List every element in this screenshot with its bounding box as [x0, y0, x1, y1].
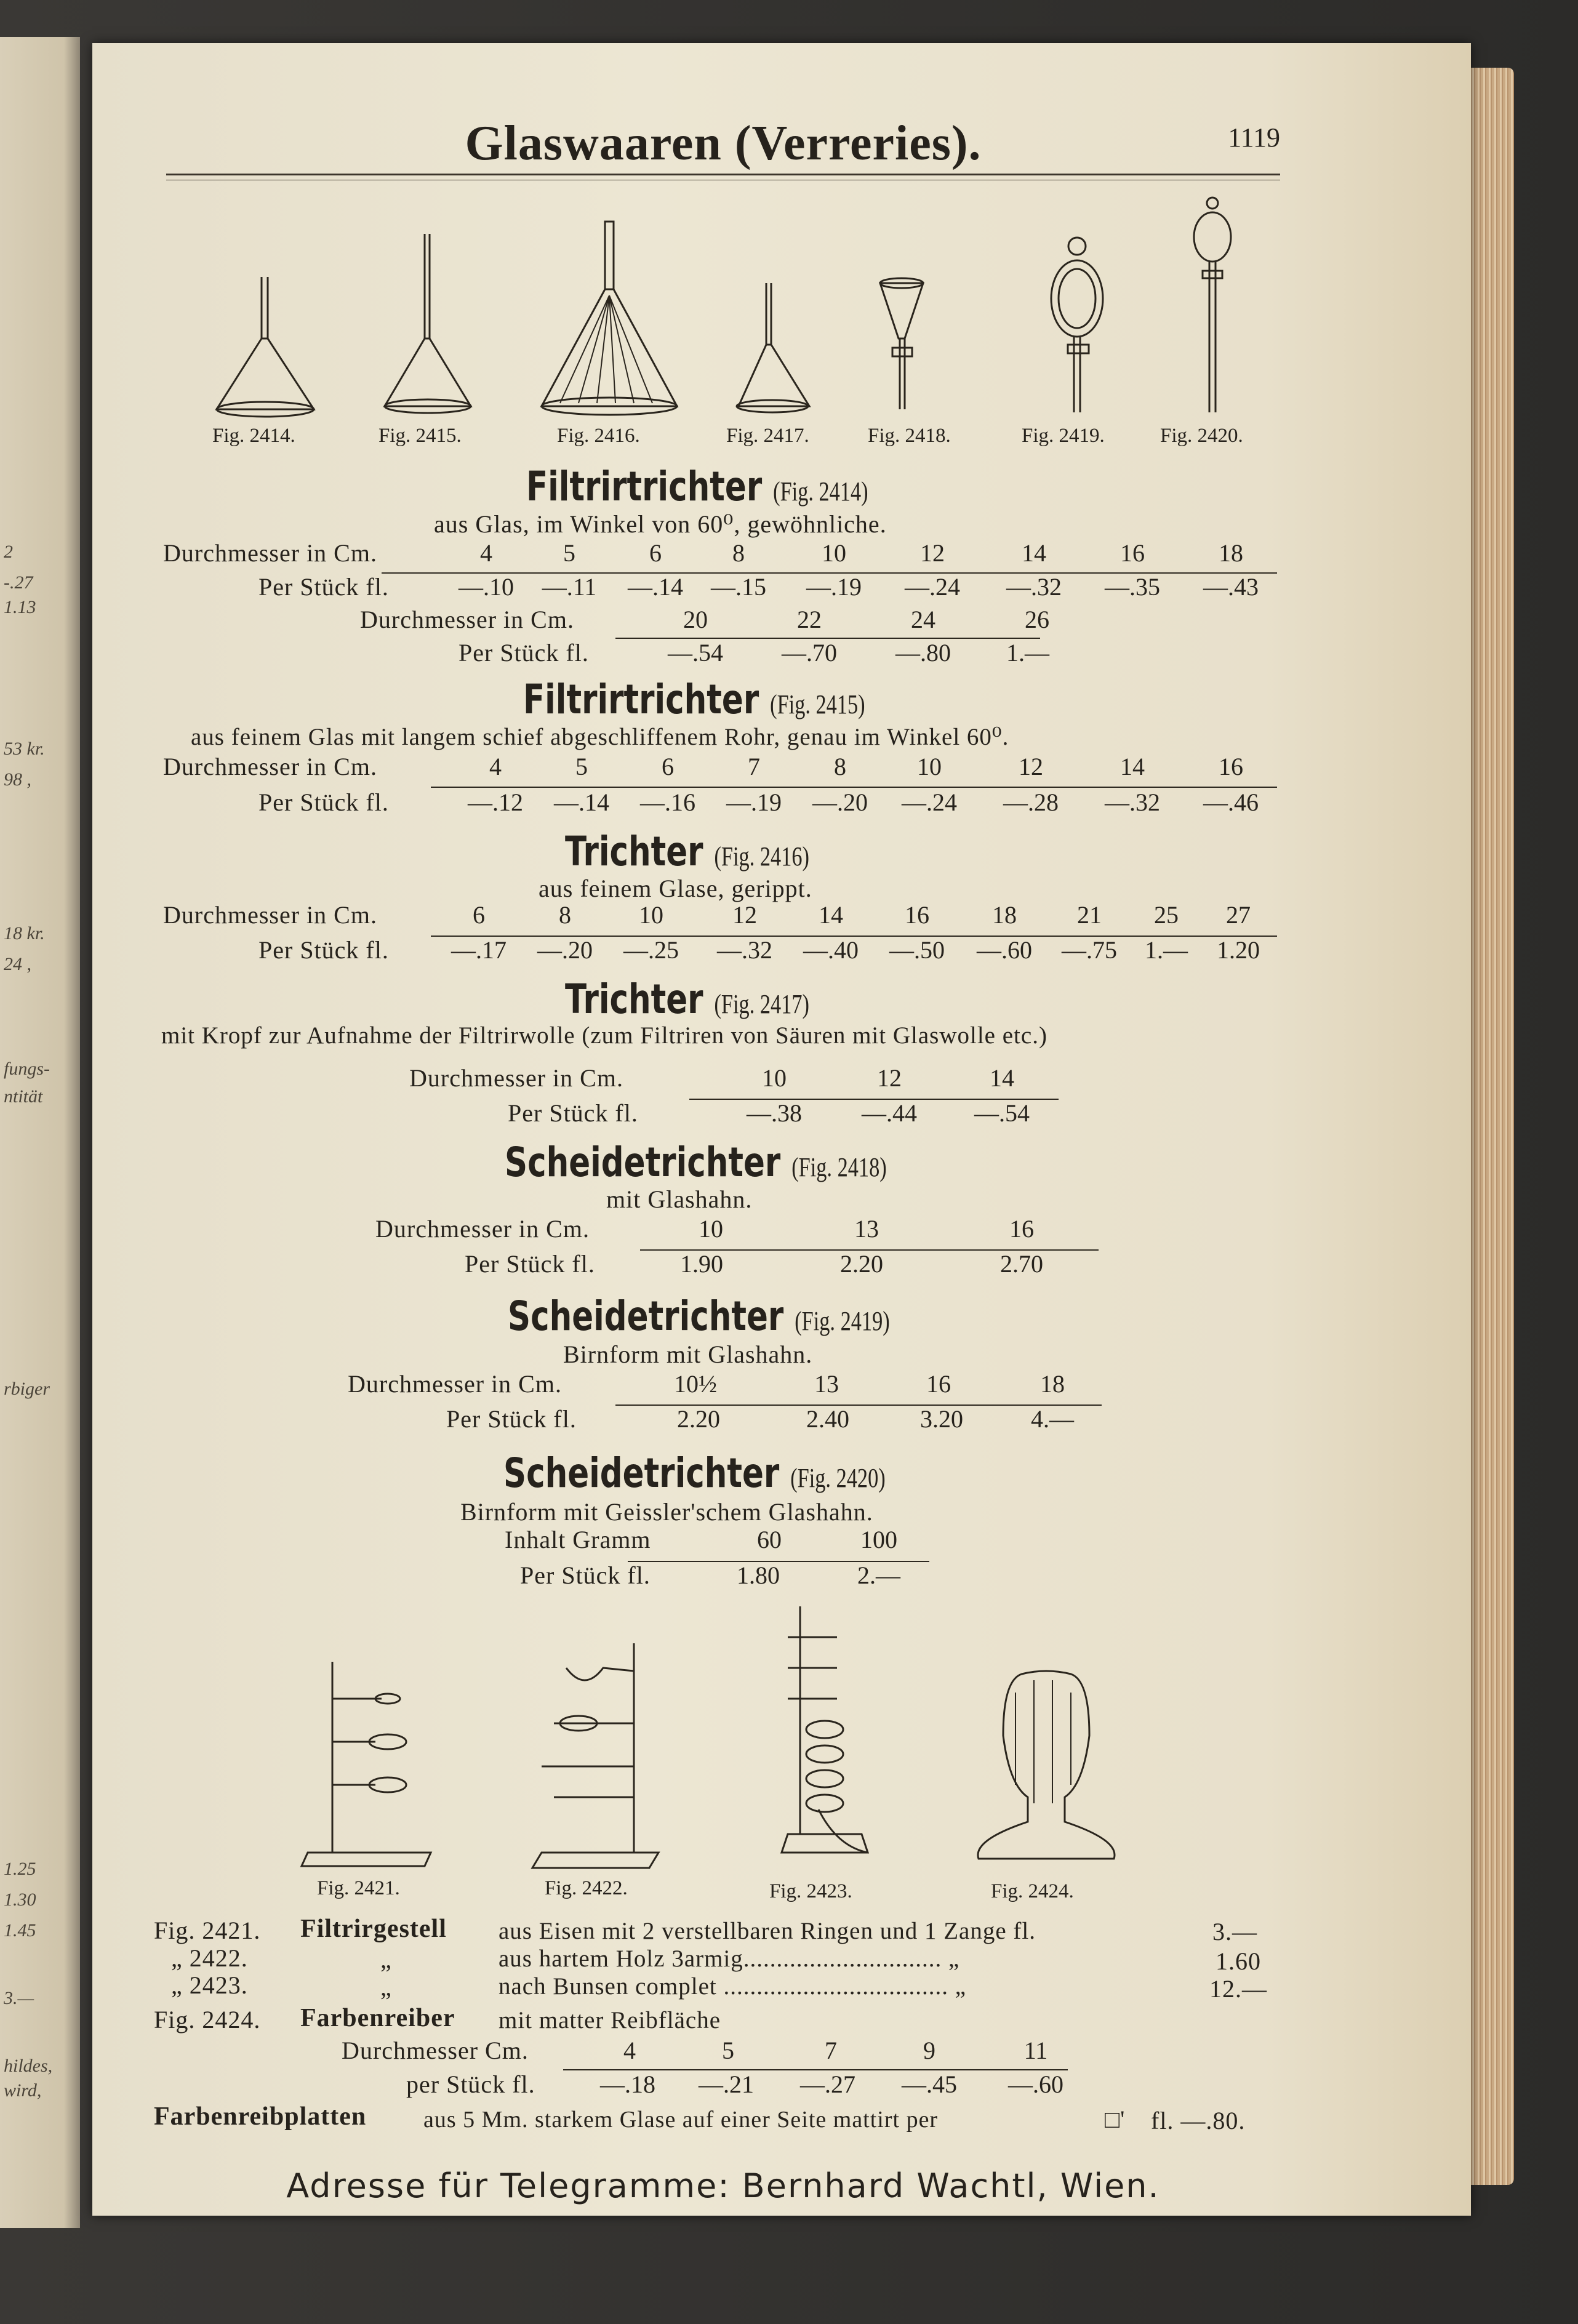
price-value: —.11	[542, 573, 597, 601]
diameter-value: 6	[473, 901, 485, 929]
price-value: —.75	[1062, 936, 1117, 964]
section-title-scheidetrichter	[505, 1139, 887, 1186]
row-label: Durchmesser in Cm.	[163, 539, 377, 567]
price-value: —.60	[977, 936, 1032, 964]
price-value: —.19	[726, 788, 782, 816]
diameter-value: 25	[1154, 901, 1179, 929]
row-label: Per Stück fl.	[258, 936, 389, 964]
diameter-value: 4	[623, 2037, 636, 2064]
price-value: —.43	[1203, 573, 1259, 601]
item-price: 3.—	[1212, 1918, 1257, 1945]
item-desc: nach Bunsen complet .................................. „	[499, 1973, 967, 2000]
row-label: Durchmesser in Cm.	[375, 1215, 590, 1243]
funnel-illustrations	[209, 191, 1292, 419]
section-name: Scheidetrichter	[503, 1449, 780, 1497]
margin-fragment: 3.—	[4, 1988, 34, 2008]
section-subtitle: aus feinem Glase, gerippt.	[539, 875, 812, 902]
diameter-value: 7	[825, 2037, 837, 2064]
price-value: 2.40	[806, 1405, 849, 1433]
item-fig: „ 2423.	[171, 1971, 248, 1999]
price-value: —.12	[468, 788, 523, 816]
figure-caption: Fig. 2417.	[726, 425, 809, 447]
page-number: 1119	[1228, 122, 1280, 153]
diameter-value: 22	[797, 606, 822, 633]
filter-stand-2421-drawing	[302, 1662, 431, 1866]
price-value: 2.—	[857, 1561, 900, 1589]
item-price: 1.60	[1216, 1947, 1261, 1975]
diameter-value: 14	[1022, 539, 1046, 567]
section-name: Scheidetrichter	[505, 1139, 781, 1186]
row-label: Durchmesser in Cm.	[348, 1370, 562, 1398]
item-price: 12.—	[1209, 1975, 1267, 2003]
section-title-trichter	[565, 828, 809, 875]
content-value: 100	[860, 1526, 897, 1553]
diameter-value: 14	[990, 1064, 1014, 1092]
funnel-2416-drawing	[542, 222, 677, 415]
funnel-2414-drawing	[217, 277, 314, 417]
separatory-funnel-2420-drawing	[1194, 198, 1231, 412]
price-value: 1.—	[1006, 639, 1049, 667]
diameter-value: 8	[834, 753, 846, 780]
diameter-value: 4	[489, 753, 502, 780]
telegram-address: Adresse für Telegramme: Bernhard Wachtl, Wien.	[286, 2166, 1160, 2205]
price-value: —.32	[1006, 573, 1062, 601]
funnel-2415-drawing	[385, 234, 471, 413]
diameter-value: 14	[819, 901, 843, 929]
price-value: —.24	[905, 573, 960, 601]
section-title-scheidetrichter	[503, 1449, 886, 1497]
section-subtitle: mit Kropf zur Aufnahme der Filtrirwolle (zum Filtriren von Säuren mit Glaswolle etc.)	[161, 1022, 1047, 1049]
left-page-edge	[0, 37, 80, 2228]
price-value: 4.—	[1031, 1405, 1074, 1433]
price-value: —.70	[782, 639, 837, 667]
price-value: —.20	[537, 936, 593, 964]
row-label: Per Stück fl.	[446, 1405, 577, 1433]
row-label: Per Stück fl.	[459, 639, 589, 667]
price-value: —.24	[902, 788, 957, 816]
item-name: Farbenreibplatten	[154, 2102, 367, 2131]
diameter-value: 20	[683, 606, 708, 633]
margin-fragment: 1.25	[4, 1859, 36, 1879]
diameter-value: 10	[699, 1215, 723, 1243]
row-label: Per Stück fl.	[520, 1561, 651, 1589]
section-ref: (Fig. 2420)	[790, 1463, 886, 1493]
diameter-value: 4	[480, 539, 492, 567]
section-name: Filtrirtrichter	[526, 463, 763, 510]
diameter-value: 6	[649, 539, 662, 567]
margin-fragment: 2	[4, 542, 13, 562]
item-name: „	[380, 1945, 392, 1973]
price-value: —.14	[628, 573, 683, 601]
diameter-value: 6	[662, 753, 674, 780]
margin-fragment: rbiger	[4, 1379, 50, 1399]
item-desc: aus 5 Mm. starkem Glase auf einer Seite mattirt per	[423, 2107, 939, 2133]
diameter-value: 16	[1120, 539, 1145, 567]
stand-illustrations	[295, 1600, 1145, 1871]
diameter-value: 14	[1120, 753, 1145, 780]
diameter-value: 10	[822, 539, 846, 567]
section-subtitle: Birnform mit Glashahn.	[563, 1340, 813, 1368]
section-ref: (Fig. 2419)	[795, 1306, 890, 1336]
margin-fragment: 53 kr.	[4, 739, 45, 759]
diameter-value: 5	[563, 539, 575, 567]
section-name: Trichter	[565, 828, 703, 875]
figure-caption: Fig. 2420.	[1160, 425, 1243, 447]
price-value: —.21	[699, 2070, 754, 2098]
diameter-value: 9	[923, 2037, 935, 2064]
page-title: Glaswaaren (Verreries).	[465, 116, 982, 170]
price-value: —.50	[889, 936, 945, 964]
diameter-value: 12	[877, 1064, 902, 1092]
diameter-value: 5	[722, 2037, 734, 2064]
section-name: Trichter	[565, 976, 703, 1023]
row-label: Per Stück fl.	[258, 573, 389, 601]
price-value: —.17	[451, 936, 507, 964]
item-fig: Fig. 2421.	[154, 1917, 261, 1944]
section-title-filtrirtrichter	[526, 463, 868, 510]
section-name: Scheidetrichter	[508, 1292, 784, 1340]
price-value: —.19	[806, 573, 862, 601]
bunsen-stand-2423-drawing	[782, 1606, 868, 1853]
price-value: 1.—	[1145, 936, 1188, 964]
figure-caption: Fig. 2419.	[1022, 425, 1105, 447]
price-value: —.46	[1203, 788, 1259, 816]
section-title-scheidetrichter	[508, 1292, 890, 1340]
price-value: —.44	[862, 1099, 917, 1127]
row-label: Durchmesser in Cm.	[163, 901, 377, 929]
section-name: Filtrirtrichter	[523, 676, 759, 723]
price-value: —.20	[812, 788, 868, 816]
diameter-value: 18	[1040, 1370, 1065, 1398]
figure-caption: Fig. 2415.	[378, 425, 462, 447]
price-value: —.27	[800, 2070, 855, 2098]
price-value: —.15	[711, 573, 766, 601]
figure-caption: Fig. 2423.	[769, 1880, 852, 1902]
price-value: —.28	[1003, 788, 1059, 816]
margin-fragment: 24 ,	[4, 954, 31, 974]
price-value: —.16	[640, 788, 695, 816]
diameter-value: 21	[1077, 901, 1102, 929]
diameter-value: 10	[917, 753, 942, 780]
diameter-value: 5	[575, 753, 588, 780]
item-desc: aus Eisen mit 2 verstellbaren Ringen und 1 Zange fl.	[499, 1918, 1036, 1944]
price-value: —.60	[1008, 2070, 1063, 2098]
margin-fragment: wird,	[4, 2080, 42, 2101]
section-title-filtrirtrichter	[523, 676, 865, 723]
item-name: Filtrirgestell	[300, 1915, 447, 1943]
diameter-value: 16	[1009, 1215, 1034, 1243]
diameter-value: 18	[992, 901, 1017, 929]
margin-fragment: hildes,	[4, 2056, 53, 2076]
margin-fragment: 18 kr.	[4, 923, 45, 944]
price-value: —.54	[668, 639, 723, 667]
margin-fragment: 1.13	[4, 597, 36, 617]
item-fig: Fig. 2424.	[154, 2006, 261, 2034]
figure-caption: Fig. 2422.	[545, 1877, 628, 1899]
diameter-value: 12	[1019, 753, 1043, 780]
section-subtitle: Birnform mit Geissler'schem Glashahn.	[460, 1498, 873, 1526]
section-title-trichter	[565, 976, 809, 1023]
row-label: Durchmesser Cm.	[342, 2037, 529, 2064]
price-value: —.18	[600, 2070, 655, 2098]
price-value: 1.90	[680, 1250, 723, 1278]
price-value: 1.20	[1217, 936, 1260, 964]
price-value: 2.20	[840, 1250, 883, 1278]
section-subtitle: aus Glas, im Winkel von 60⁰, gewöhnliche.	[434, 510, 887, 538]
margin-fragment: 98 ,	[4, 769, 31, 790]
row-label: Durchmesser in Cm.	[163, 753, 377, 780]
section-subtitle: mit Glashahn.	[606, 1185, 753, 1213]
diameter-value: 16	[926, 1370, 951, 1398]
price-value: 3.20	[920, 1405, 963, 1433]
margin-fragment: ntität	[4, 1086, 43, 1107]
price-value: —.40	[803, 936, 859, 964]
row-label: Durchmesser in Cm.	[409, 1064, 623, 1092]
section-subtitle: aus feinem Glas mit langem schief abgeschliffenem Rohr, genau im Winkel 60⁰.	[191, 724, 1009, 750]
figure-caption: Fig. 2418.	[868, 425, 951, 447]
funnel-2417-drawing	[737, 283, 809, 412]
item-desc: aus hartem Holz 3armig.............................. „	[499, 1945, 960, 1972]
margin-fragment: fungs-	[4, 1059, 50, 1079]
diameter-value: 12	[732, 901, 757, 929]
diameter-value: 12	[920, 539, 945, 567]
separatory-funnel-2418-drawing	[880, 278, 923, 409]
diameter-value: 16	[1219, 753, 1243, 780]
price-value: —.80	[895, 639, 951, 667]
item-fig: „ 2422.	[171, 1944, 248, 1972]
figure-caption: Fig. 2421.	[317, 1877, 400, 1899]
diameter-value: 8	[732, 539, 745, 567]
separatory-funnel-2419-drawing	[1051, 238, 1103, 412]
muller-2424-drawing	[978, 1671, 1115, 1859]
price-value: 1.80	[737, 1561, 780, 1589]
price-value: —.35	[1105, 573, 1160, 601]
row-label: Inhalt Gramm	[505, 1526, 651, 1553]
item-name: „	[380, 1973, 392, 2001]
section-ref: (Fig. 2416)	[714, 841, 809, 872]
row-label: Per Stück fl.	[465, 1250, 595, 1278]
figure-caption: Fig. 2414.	[212, 425, 295, 447]
diameter-value: 10½	[674, 1370, 717, 1398]
price-value: —.25	[623, 936, 679, 964]
filter-stand-2422-drawing	[532, 1643, 659, 1868]
figure-caption: Fig. 2416.	[557, 425, 640, 447]
margin-fragment: 1.45	[4, 1920, 36, 1941]
price-value: —.38	[747, 1099, 802, 1127]
diameter-value: 18	[1219, 539, 1243, 567]
price-value: —.32	[717, 936, 772, 964]
header-rule	[166, 174, 1280, 175]
row-label: Durchmesser in Cm.	[360, 606, 574, 633]
diameter-value: 13	[854, 1215, 879, 1243]
diameter-value: 10	[639, 901, 663, 929]
diameter-value: 16	[905, 901, 929, 929]
row-label: Per Stück fl.	[508, 1099, 638, 1127]
diameter-value: 7	[748, 753, 760, 780]
section-ref: (Fig. 2417)	[714, 989, 809, 1019]
price-value: —.14	[554, 788, 609, 816]
row-label: per Stück fl.	[406, 2070, 535, 2098]
content-value: 60	[757, 1526, 782, 1553]
diameter-value: 10	[762, 1064, 787, 1092]
figure-caption: Fig. 2424.	[991, 1880, 1074, 1902]
price-value: 2.70	[1000, 1250, 1043, 1278]
diameter-value: 27	[1226, 901, 1251, 929]
row-label: Per Stück fl.	[258, 788, 389, 816]
margin-fragment: 1.30	[4, 1889, 36, 1910]
price-value: —.54	[974, 1099, 1030, 1127]
section-ref: (Fig. 2418)	[791, 1152, 887, 1182]
item-price: fl. —.80.	[1151, 2107, 1246, 2134]
diameter-value: 8	[559, 901, 571, 929]
diameter-value: 26	[1025, 606, 1049, 633]
section-ref: (Fig. 2415)	[770, 689, 865, 719]
price-value: —.32	[1105, 788, 1160, 816]
price-value: 2.20	[677, 1405, 720, 1433]
price-value: —.45	[902, 2070, 957, 2098]
price-value: —.10	[459, 573, 514, 601]
margin-fragment: -.27	[4, 572, 33, 593]
diameter-value: 13	[814, 1370, 839, 1398]
square-unit: □'	[1105, 2106, 1126, 2133]
diameter-value: 11	[1023, 2037, 1048, 2064]
item-name: Farbenreiber	[300, 2004, 455, 2032]
diameter-value: 24	[911, 606, 935, 633]
item-desc: mit matter Reibfläche	[499, 2007, 721, 2034]
section-ref: (Fig. 2414)	[773, 476, 868, 507]
